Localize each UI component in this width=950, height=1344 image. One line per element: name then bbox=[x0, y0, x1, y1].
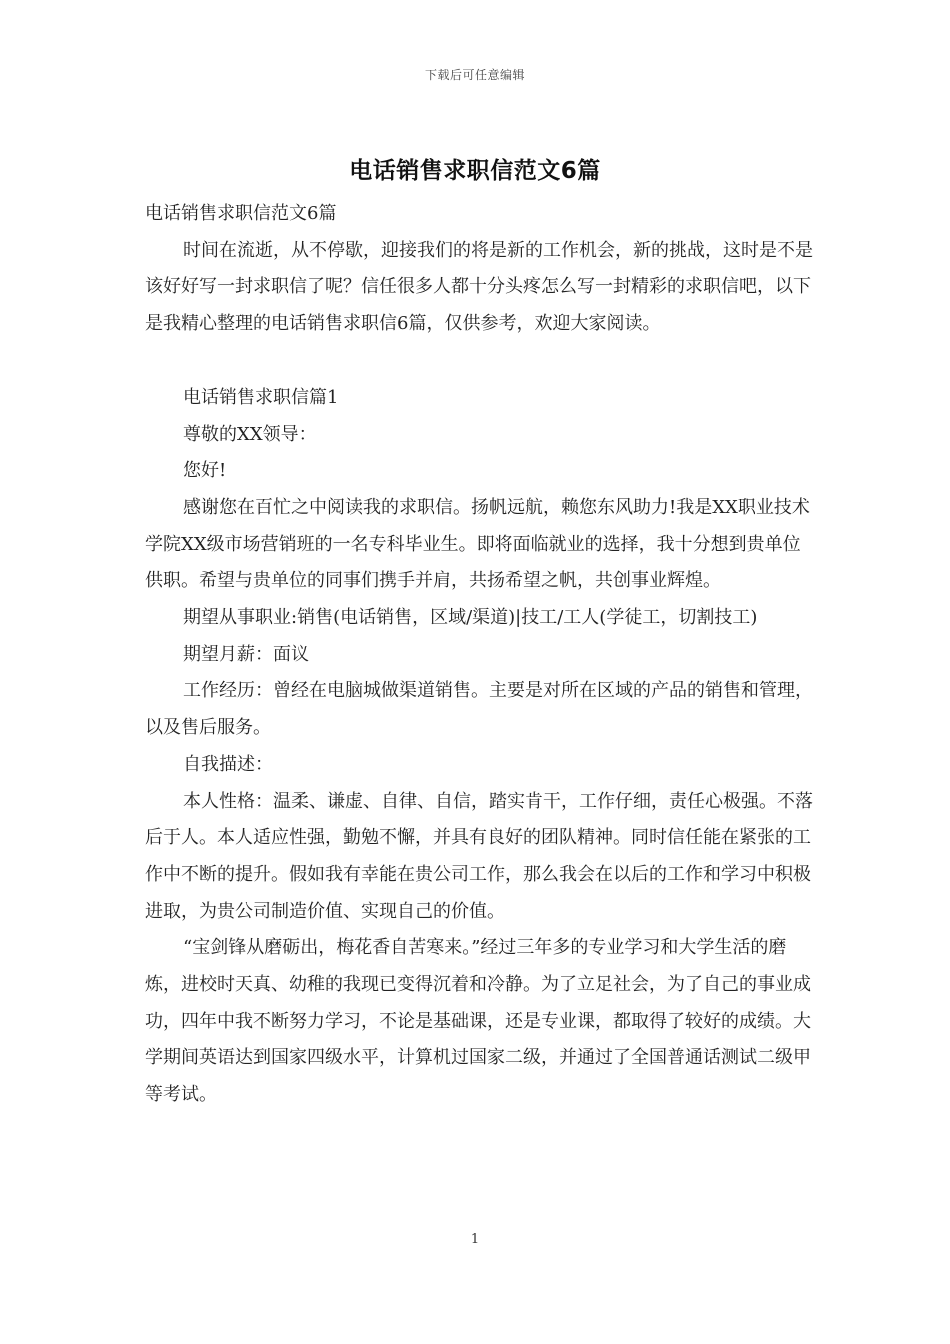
intro-paragraph: 时间在流逝，从不停歇，迎接我们的将是新的工作机会，新的挑战，这时是不是该好好写一封求职信了呢？信任很多人都十分头疼怎么写一封精彩的求职信吧，以下是我精心整理的电话销售求职信6篇，仅供参考，欢迎大家阅读。 bbox=[145, 239, 813, 335]
paragraph-experience: 工作经历：曾经在电脑城做渠道销售。主要是对所在区域的产品的销售和管理，以及售后服务。 bbox=[145, 680, 813, 739]
paragraph-salary: 期望月薪：面议 bbox=[183, 643, 309, 665]
header-note: 下载后可任意编辑 bbox=[424, 68, 525, 82]
greeting: 您好! bbox=[183, 460, 227, 482]
paragraph-personality: 本人性格：温柔、谦虚、自律、自信，踏实肯干，工作仔细，责任心极强。不落后于人。本人适应性强，勤勉不懈，并具有良好的团队精神。同时信任能在紧张的工作中不断的提升。假如我有幸能在贵公司工作，那么我会在以后的工作和学习中积极进取，为贵公司制造价值、实现自己的价值。 bbox=[145, 790, 813, 922]
paragraph-desired-job: 期望从事职业:销售(电话销售，区域/渠道)|技工/工人(学徒工，切割技工) bbox=[183, 607, 758, 629]
spacer bbox=[145, 343, 815, 380]
salutation: 尊敬的XX领导： bbox=[183, 423, 317, 445]
section-heading: 电话销售求职信篇1 bbox=[183, 386, 339, 408]
page-number: 1 bbox=[470, 1232, 480, 1247]
subtitle: 电话销售求职信范文6篇 bbox=[145, 203, 337, 224]
document-title: 电话销售求职信范文6篇 bbox=[349, 158, 601, 184]
paragraph-self-description-label: 自我描述： bbox=[183, 753, 273, 775]
paragraph-study: “宝剑锋从磨砺出，梅花香自苦寒来。”经过三年多的专业学习和大学生活的磨炼，进校时天真、幼稚的我现已变得沉着和冷静。为了立足社会，为了自己的事业成功，四年中我不断努力学习，不论是基础课，还是专业课，都取得了较好的成绩。大学期间英语达到国家四级水平，计算机过国家二级，并通过了全国普通话测试二级甲等考试。 bbox=[145, 937, 811, 1106]
paragraph-intro-self: 感谢您在百忙之中阅读我的求职信。扬帆远航，赖您东风助力!我是XX职业技术学院XX级市场营销班的一名专科毕业生。即将面临就业的选择，我十分想到贵单位供职。希望与贵单位的同事们携手并肩，共扬希望之帆，共创事业辉煌。 bbox=[145, 496, 810, 592]
document-body bbox=[145, 196, 815, 1114]
